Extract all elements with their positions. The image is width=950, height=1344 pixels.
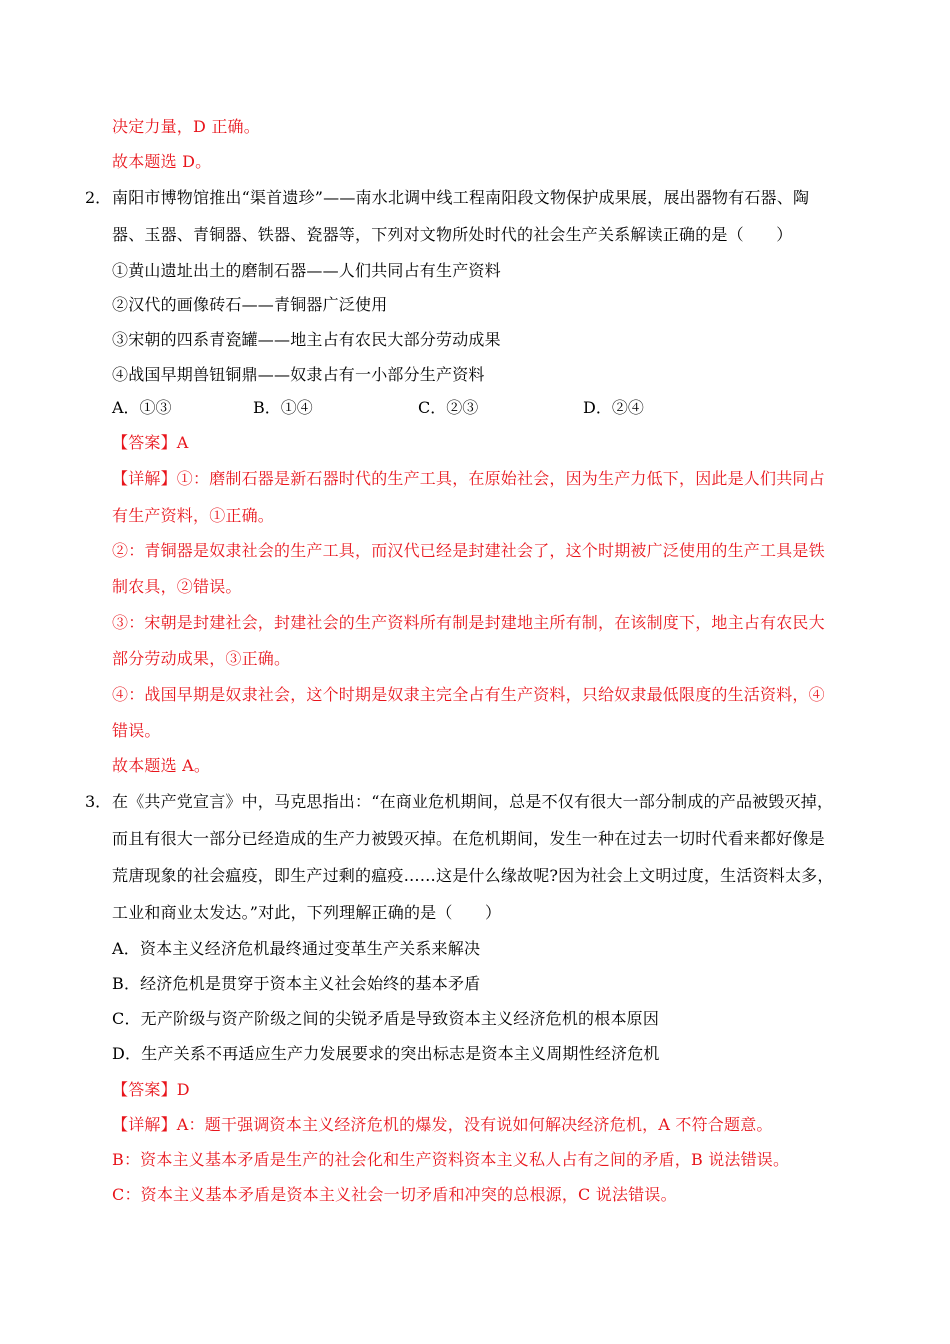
q2-explain-3: ②：青铜器是奴隶社会的生产工具，而汉代已经是封建社会了，这个时期被广泛使用的生产工具是铁 xyxy=(112,541,825,560)
q2-number: 2． xyxy=(85,188,112,207)
q2-explain-4: 制农具，②错误。 xyxy=(112,577,242,596)
q2-option-b: B．①④ xyxy=(253,398,313,417)
q3-explain-1: 【详解】A：题干强调资本主义经济危机的爆发，没有说如何解决经济危机，A 不符合题意。 xyxy=(112,1115,773,1134)
q2-explain-1: 【详解】①：磨制石器是新石器时代的生产工具，在原始社会，因为生产力低下，因此是人们共同占 xyxy=(112,469,825,488)
q3-option-b: B．经济危机是贯穿于资本主义社会始终的基本矛盾 xyxy=(112,974,481,993)
q3-answer: 【答案】D xyxy=(112,1080,190,1099)
q3-explain-3: C：资本主义基本矛盾是资本主义社会一切矛盾和冲突的总根源，C 说法错误。 xyxy=(112,1185,677,1204)
q3-stem-line1: 在《共产党宣言》中，马克思指出：“在商业危机期间，总是不仅有很大一部分制成的产品被毁灭掉， xyxy=(112,792,834,811)
q2-conclusion: 故本题选 A。 xyxy=(112,756,211,775)
q3-explain-2: B：资本主义基本矛盾是生产的社会化和生产资料资本主义私人占有之间的矛盾，B 说法错误。 xyxy=(112,1150,790,1169)
q2-stem-line1: 南阳市博物馆推出“渠首遗珍”——南水北调中线工程南阳段文物保护成果展，展出器物有石器、陶 xyxy=(112,188,810,207)
q2-item-3: ③宋朝的四系青瓷罐——地主占有农民大部分劳动成果 xyxy=(112,330,501,349)
q3-option-c: C．无产阶级与资产阶级之间的尖锐矛盾是导致资本主义经济危机的根本原因 xyxy=(112,1009,660,1028)
prev-conclusion: 故本题选 D。 xyxy=(112,152,212,171)
q2-option-c: C．②③ xyxy=(418,398,479,417)
q2-explain-2: 有生产资料，①正确。 xyxy=(112,506,275,525)
prev-explain-line: 决定力量，D 正确。 xyxy=(112,117,260,136)
q2-item-2: ②汉代的画像砖石——青铜器广泛使用 xyxy=(112,295,388,314)
q3-stem-line4: 工业和商业太发达。”对此，下列理解正确的是（ ） xyxy=(112,903,502,922)
q2-option-d: D．②④ xyxy=(583,398,644,417)
q2-explain-8: 错误。 xyxy=(112,721,161,740)
q2-item-1: ①黄山遗址出土的磨制石器——人们共同占有生产资料 xyxy=(112,261,501,280)
q2-option-a: A．①③ xyxy=(112,398,172,417)
q2-answer: 【答案】A xyxy=(112,433,189,452)
q3-number: 3． xyxy=(85,792,112,811)
q3-stem-line2: 而且有很大一部分已经造成的生产力被毁灭掉。在危机期间，发生一种在过去一切时代看来都好像是 xyxy=(112,829,825,848)
q2-explain-7: ④：战国早期是奴隶社会，这个时期是奴隶主完全占有生产资料，只给奴隶最低限度的生活资料，④ xyxy=(112,685,825,704)
q3-option-a: A．资本主义经济危机最终通过变革生产关系来解决 xyxy=(112,939,481,958)
q2-explain-6: 部分劳动成果，③正确。 xyxy=(112,649,291,668)
q2-item-4: ④战国早期兽钮铜鼎——奴隶占有一小部分生产资料 xyxy=(112,365,485,384)
q2-explain-5: ③：宋朝是封建社会，封建社会的生产资料所有制是封建地主所有制，在该制度下，地主占有农民大 xyxy=(112,613,825,632)
q3-stem-line3: 荒唐现象的社会瘟疫，即生产过剩的瘟疫……这是什么缘故呢?因为社会上文明过度，生活资料太多， xyxy=(112,866,834,885)
q2-stem-line2: 器、玉器、青铜器、铁器、瓷器等，下列对文物所处时代的社会生产关系解读正确的是（ ） xyxy=(112,225,793,244)
q3-option-d: D．生产关系不再适应生产力发展要求的突出标志是资本主义周期性经济危机 xyxy=(112,1044,660,1063)
